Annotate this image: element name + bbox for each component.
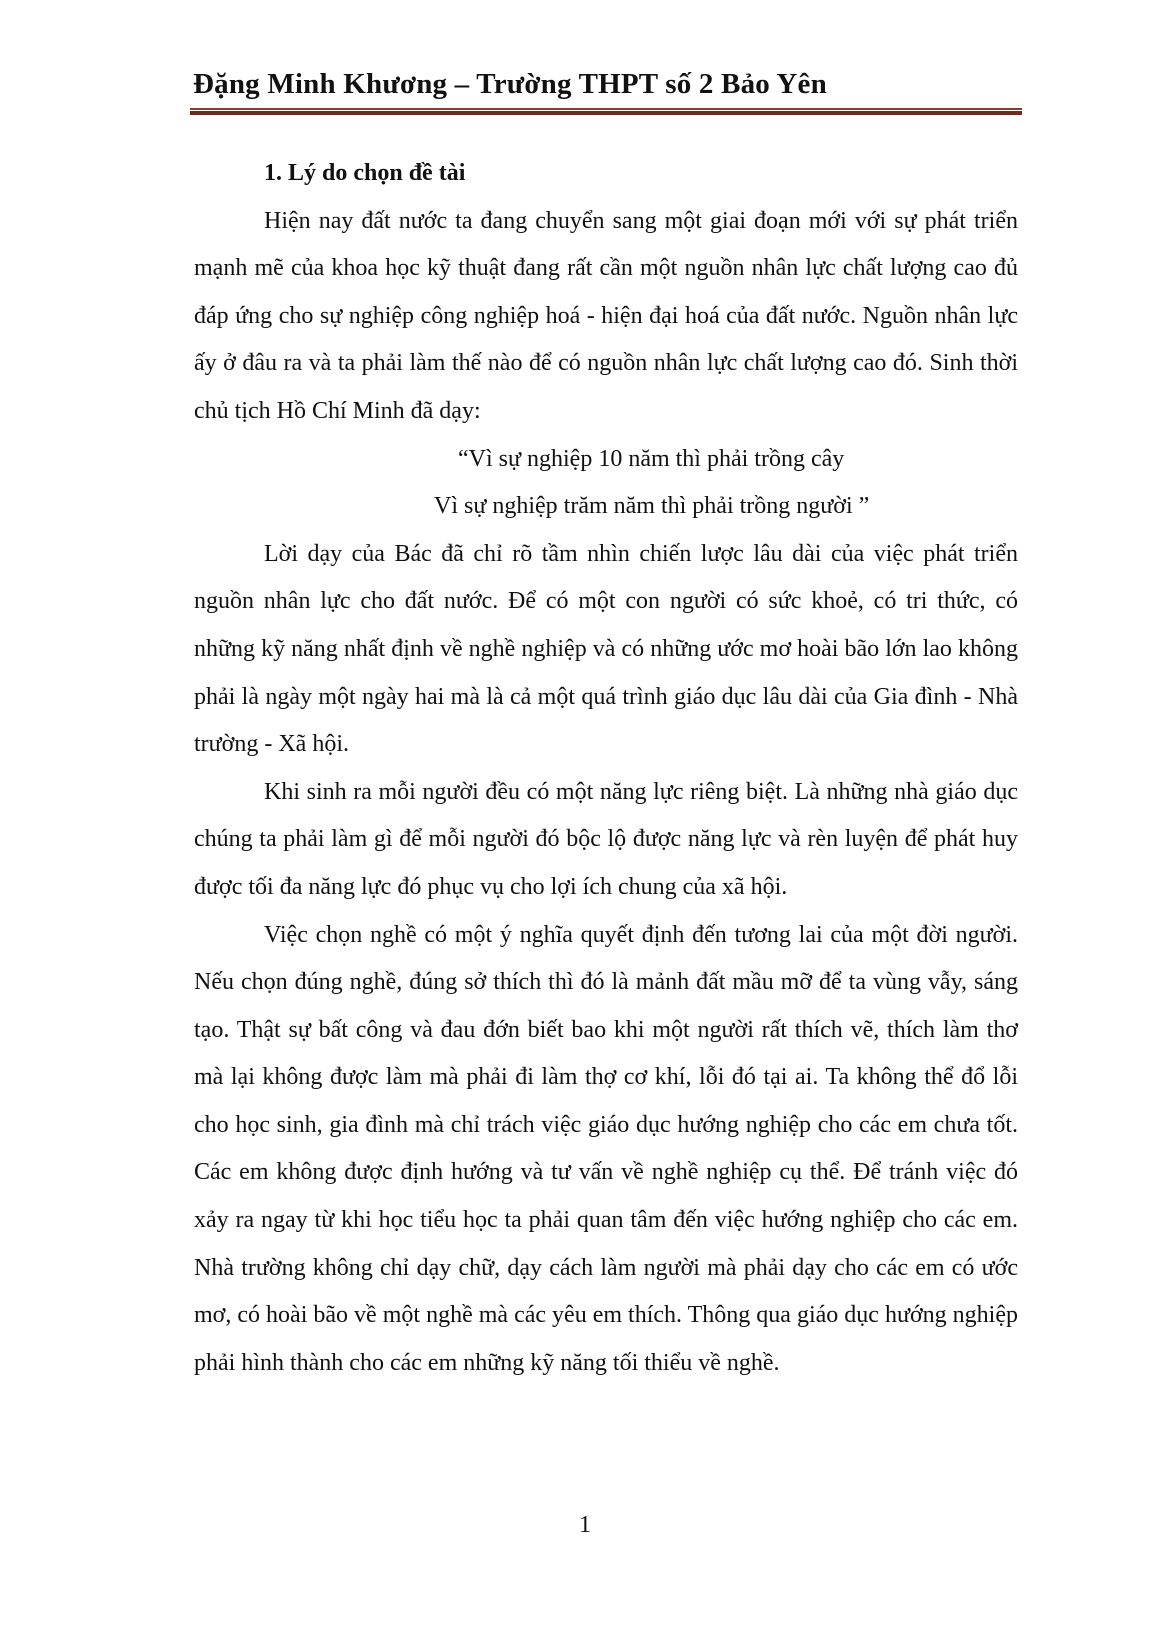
paragraph-3: Khi sinh ra mỗi người đều có một năng lực riêng biệt. Là những nhà giáo dục chúng ta phải làm gì để mỗi người đó bộc lộ được năng lực và rèn luyện để phát huy được tối đa năng lực đó phục vụ cho lợi ích chung của xã hội. xyxy=(194,778,1018,900)
header-rule-thick xyxy=(190,111,1022,115)
paragraph-4: Việc chọn nghề có một ý nghĩa quyết định đến tương lai của một đời người. Nếu chọn đúng nghề, đúng sở thích thì đó là mảnh đất mầu mỡ để ta vùng vẫy, sáng tạo. Thật sự bất công và đau đớn biết bao khi một người rất thích vẽ, thích làm thơ mà lại không được làm mà phải đi làm thợ cơ khí, lỗi đó tại ai. Ta không thể đổ lỗi cho học sinh, gia đình mà chỉ trách việc giáo dục hướng nghiệp cho các em chưa tốt. Các em không được định hướng và tư vấn về nghề nghiệp cụ thể. Để tránh việc đó xảy ra ngay từ khi học tiểu học ta phải quan tâm đến việc hướng nghiệp cho các em. Nhà trường không chỉ dạy chữ, dạy cách làm người mà phải dạy cho các em có ước mơ, có hoài bão về một nghề mà các yêu em thích. Thông qua giáo dục hướng nghiệp phải hình thành cho các em những kỹ năng tối thiểu về nghề. xyxy=(194,921,1018,1376)
section-heading: 1. Lý do chọn đề tài xyxy=(264,160,466,186)
paragraph-2: Lời dạy của Bác đã chỉ rõ tầm nhìn chiến lược lâu dài của việc phát triển nguồn nhân lực cho đất nước. Để có một con người có sức khoẻ, có tri thức, có những kỹ năng nhất định về nghề nghiệp và có những ước mơ hoài bão lớn lao không phải là ngày một ngày hai mà là cả một quá trình giáo dục lâu dài của Gia đình - Nhà trường - Xã hội. xyxy=(194,540,1018,758)
page-header-title: Đặng Minh Khương – Trường THPT số 2 Bảo Yên xyxy=(193,68,827,100)
document-body xyxy=(194,150,1018,1387)
quote-line-2: Vì sự nghiệp trăm năm thì phải trồng người ” xyxy=(434,493,870,520)
header-rule-thin xyxy=(190,108,1022,110)
page-number: 1 xyxy=(579,1512,591,1538)
quote-line-1: “Vì sự nghiệp 10 năm thì phải trồng cây xyxy=(458,445,845,472)
paragraph-1: Hiện nay đất nước ta đang chuyển sang một giai đoạn mới với sự phát triển mạnh mẽ của khoa học kỹ thuật đang rất cần một nguồn nhân lực chất lượng cao đủ đáp ứng cho sự nghiệp công nghiệp hoá - hiện đại hoá của đất nước. Nguồn nhân lực ấy ở đâu ra và ta phải làm thế nào để có nguồn nhân lực chất lượng cao đó. Sinh thời chủ tịch Hồ Chí Minh đã dạy: xyxy=(194,207,1018,424)
